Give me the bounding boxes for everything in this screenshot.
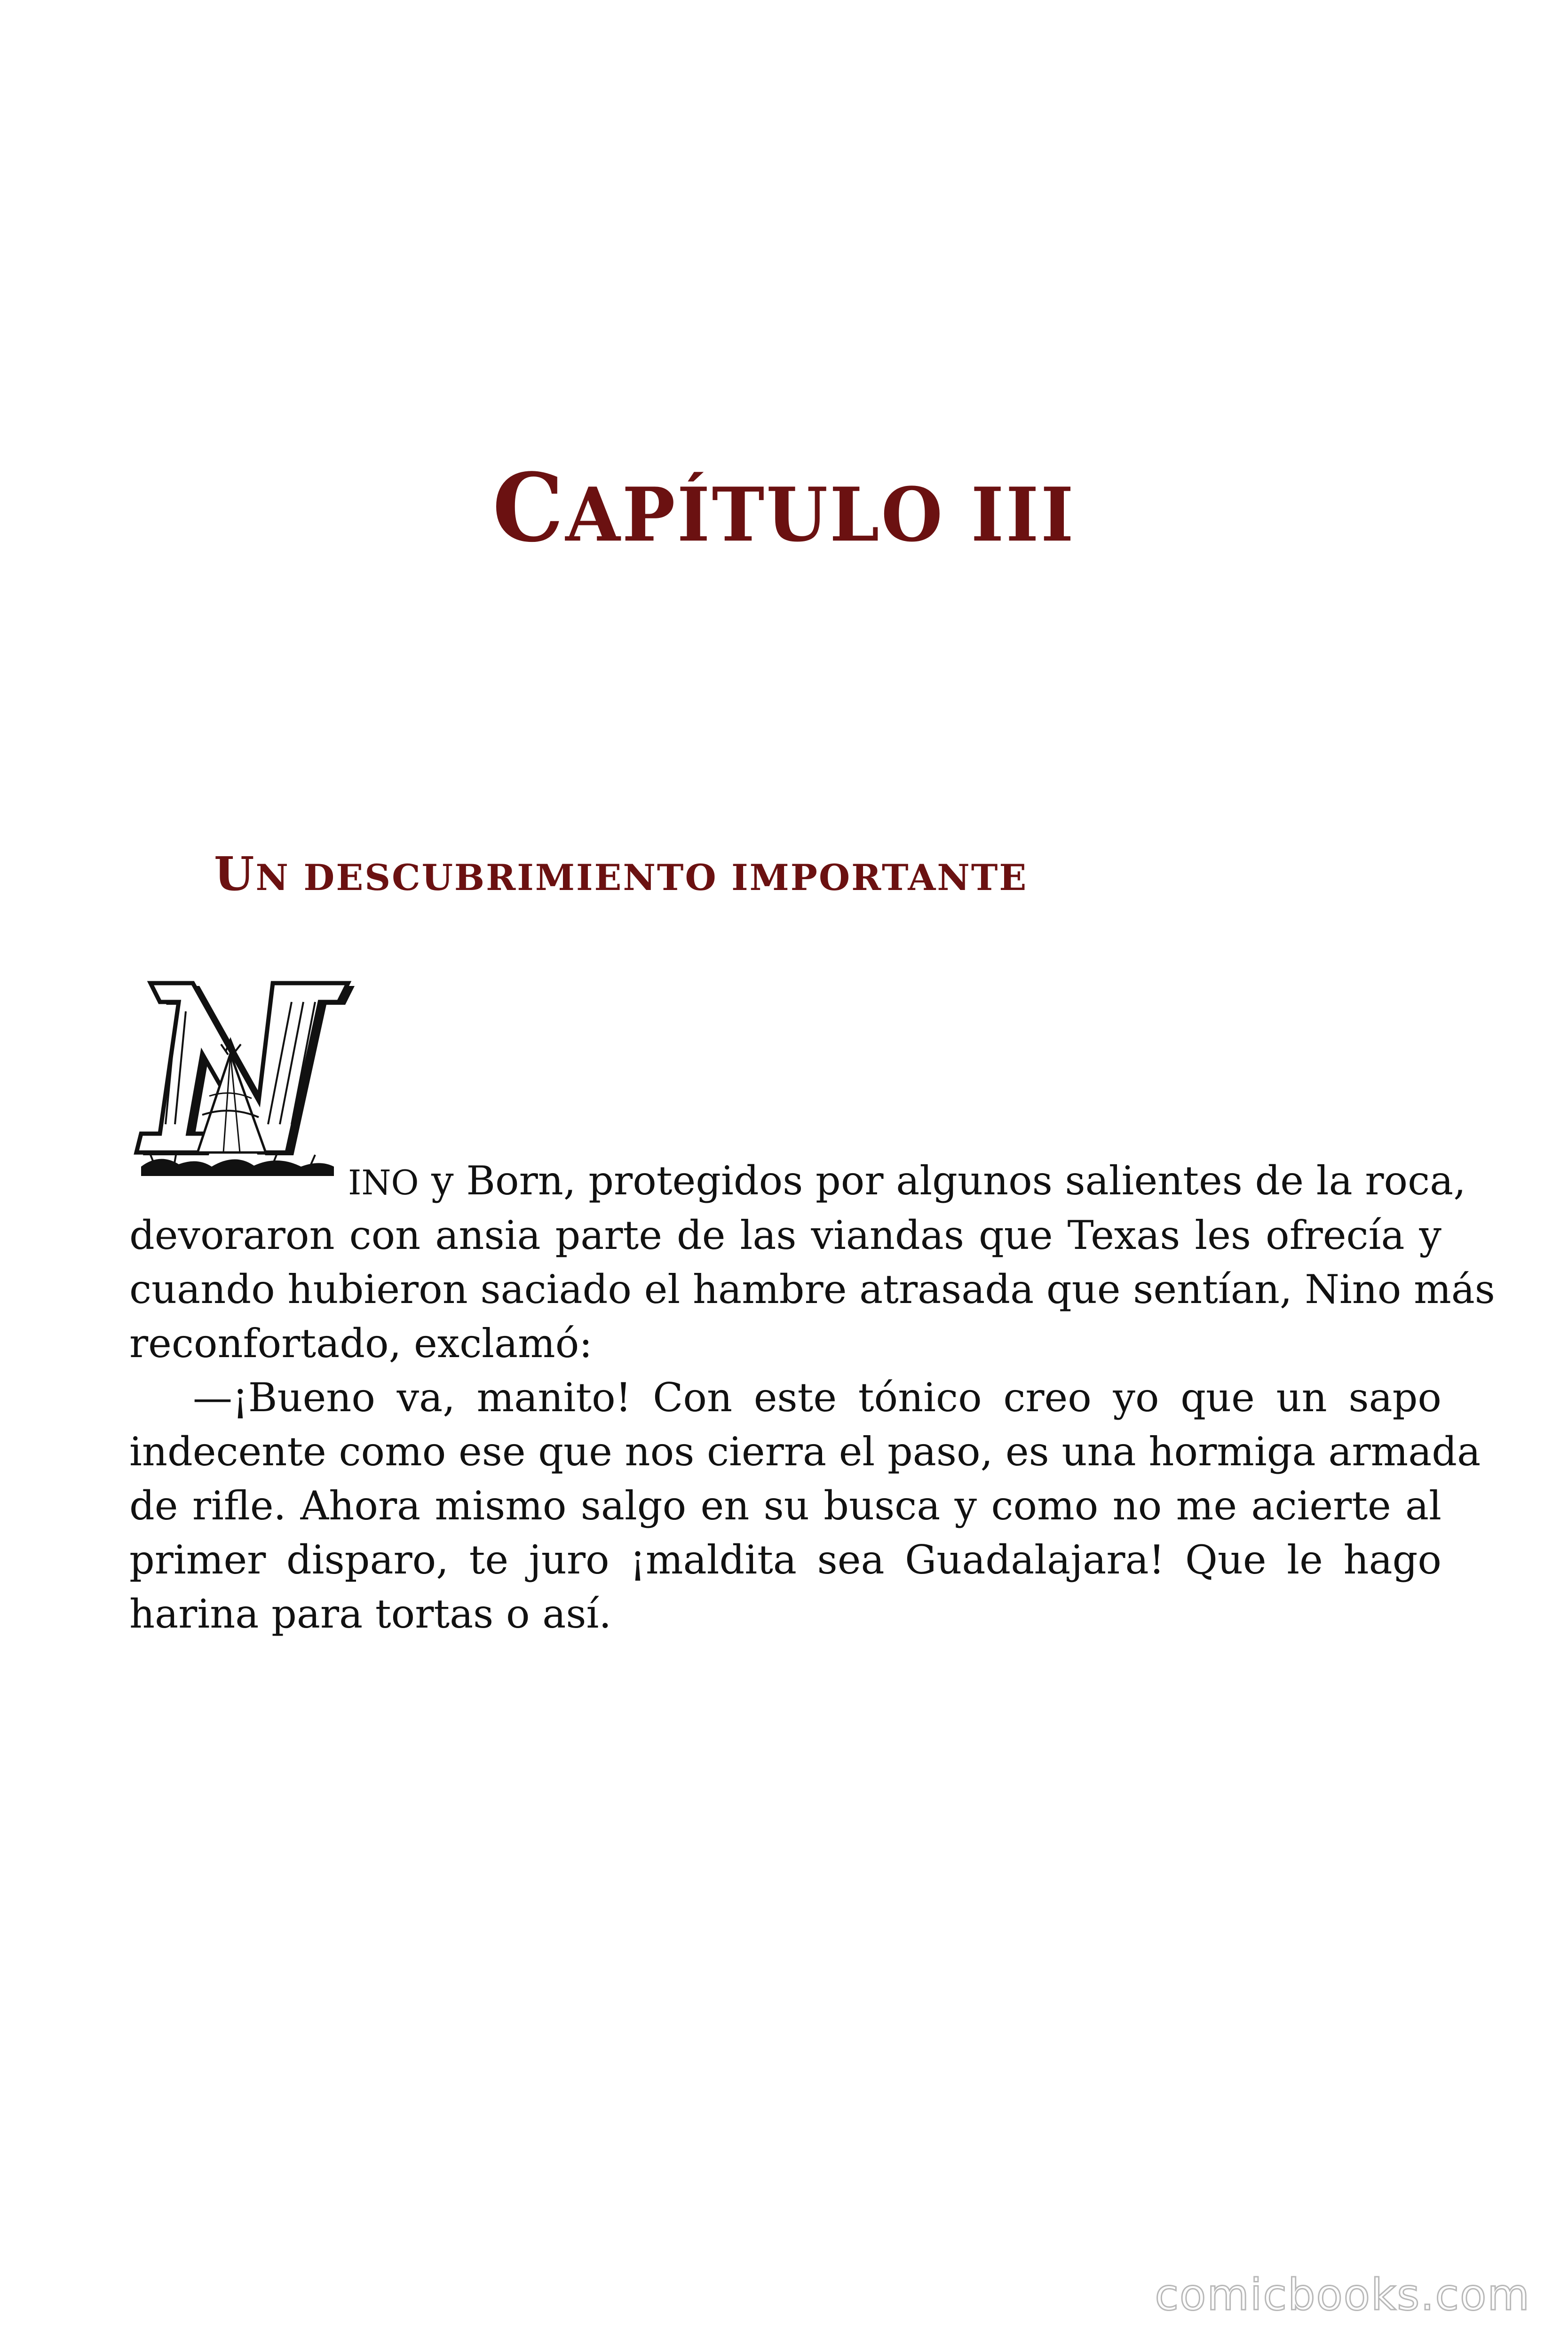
tipi-illustration-icon [132, 946, 357, 1190]
chapter-subtitle [214, 847, 1028, 901]
first-line-text: y Born, protegidos por algunos salientes de la roca, [419, 1158, 1466, 1204]
first-word-rest: INO [348, 1163, 419, 1202]
paragraph1-line2: devoraron con ansia parte de las viandas que Texas les ofrecía y [129, 1212, 1441, 1258]
subtitle-initial: U [214, 847, 256, 901]
subtitle-rest: DESCUBRIMIENTO IMPORTANTE [303, 857, 1028, 898]
chapter-title-rest: APÍTULO [565, 471, 945, 559]
paragraph1-line4: reconfortado, exclamó: [129, 1320, 593, 1367]
paragraph2-line2: indecente como ese que nos cierra el paso, es una hormiga armada [129, 1429, 1481, 1475]
paragraph2-line5: harina para tortas o así. [129, 1591, 612, 1637]
chapter-body [129, 1155, 1495, 1641]
subtitle-first-word-rest: N [255, 857, 290, 898]
paragraph1-line3: cuando hubieron saciado el hambre atrasada que sentían, Nino más [129, 1266, 1495, 1312]
watermark: comicbooks.com [1155, 2270, 1530, 2320]
chapter-numeral: III [971, 471, 1076, 559]
paragraph2-line4: primer disparo, te juro ¡maldita sea Guadalajara! Que le hago [129, 1537, 1441, 1583]
paragraph2-line1: —¡Bueno va, manito! Con este tónico creo yo que un sapo [193, 1375, 1441, 1421]
drop-cap-illustration [132, 946, 357, 1190]
chapter-title-initial: C [492, 453, 566, 563]
chapter-title [0, 453, 1568, 563]
first-line [129, 1155, 1466, 1208]
paragraph2-line3: de rifle. Ahora mismo salgo en su busca y como no me acierte al [129, 1483, 1441, 1529]
